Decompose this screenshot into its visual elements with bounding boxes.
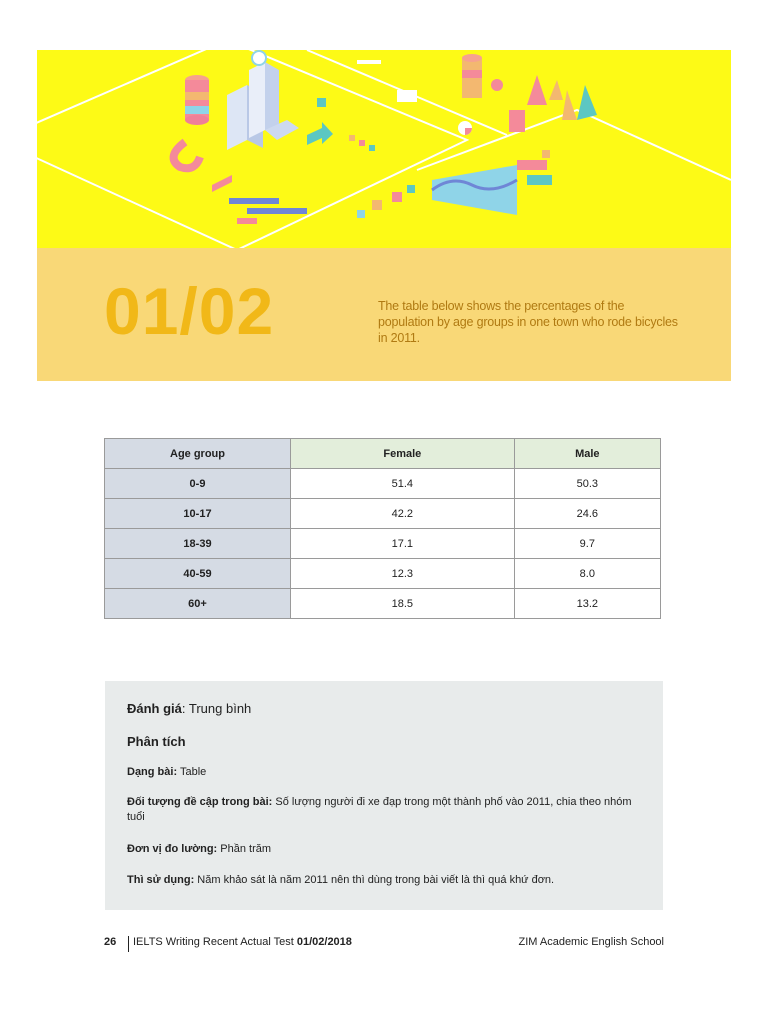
bicycle-usage-table	[104, 438, 661, 619]
item-label: Đơn vị đo lường:	[127, 843, 218, 855]
table-row	[105, 589, 661, 619]
rating-value: : Trung bình	[181, 701, 252, 716]
analysis-item-unit	[127, 842, 647, 857]
cell-female: 51.4	[291, 469, 515, 499]
cell-age: 40-59	[105, 559, 291, 589]
title-band	[37, 248, 731, 381]
cell-female: 18.5	[291, 589, 515, 619]
table-header-row	[105, 439, 661, 469]
header-male: Male	[514, 439, 660, 469]
cell-age: 10-17	[105, 499, 291, 529]
item-text: Phần trăm	[217, 843, 272, 855]
cell-male: 13.2	[514, 589, 660, 619]
isometric-infographic-art	[37, 50, 731, 248]
table-row	[105, 499, 661, 529]
analysis-item-task-type	[127, 765, 647, 780]
page-footer	[0, 934, 768, 954]
cell-age: 18-39	[105, 529, 291, 559]
cell-female: 17.1	[291, 529, 515, 559]
cell-male: 24.6	[514, 499, 660, 529]
rating-label: Đánh giá	[127, 701, 182, 716]
school-name: ZIM Academic English School	[518, 936, 664, 948]
item-text: Năm khảo sát là năm 2011 nên thì dùng trong bài viết là thì quá khứ đơn.	[194, 874, 555, 886]
book-title	[133, 936, 352, 948]
rating-line	[127, 701, 251, 716]
cell-male: 50.3	[514, 469, 660, 499]
book-title-text: IELTS Writing Recent Actual Test	[133, 936, 297, 948]
book-title-date: 01/02/2018	[296, 936, 352, 948]
analysis-item-tense	[127, 873, 647, 888]
hero-illustration	[37, 50, 731, 248]
header-age-group: Age group	[105, 439, 291, 469]
item-text: Số lượng người đi xe đạp trong một thành phố vào 2011, chia theo nhóm tuổi	[127, 796, 632, 823]
table-row	[105, 559, 661, 589]
item-label: Dạng bài:	[127, 766, 178, 778]
test-date-heading: 01/02	[104, 274, 275, 348]
header-female: Female	[291, 439, 515, 469]
cell-female: 42.2	[291, 499, 515, 529]
item-text: Table	[177, 766, 207, 778]
page-number: 26	[104, 936, 117, 948]
table-row	[105, 529, 661, 559]
cell-age: 60+	[105, 589, 291, 619]
cell-male: 8.0	[514, 559, 660, 589]
footer-divider	[128, 936, 129, 952]
analysis-item-subject	[127, 795, 647, 825]
item-label: Đối tượng đề cập trong bài:	[127, 796, 273, 808]
task-description: The table below shows the percentages of the population by age groups in one town who rode bicycles in 2011.	[378, 299, 678, 345]
item-label: Thì sử dụng:	[127, 874, 195, 886]
cell-male: 9.7	[514, 529, 660, 559]
analysis-heading: Phân tích	[127, 734, 186, 749]
cell-age: 0-9	[105, 469, 291, 499]
analysis-box	[105, 681, 663, 910]
table-row	[105, 469, 661, 499]
cell-female: 12.3	[291, 559, 515, 589]
